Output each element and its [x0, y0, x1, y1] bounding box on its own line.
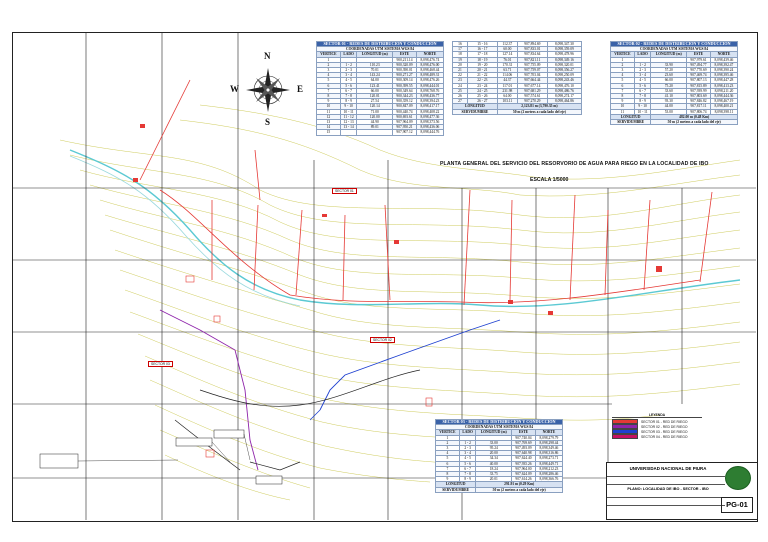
table-cell: 13 - 14 [340, 125, 357, 130]
table-cell: 7 - 8 [634, 94, 651, 99]
table-cell: 8 - 9 [459, 477, 476, 482]
table-cell: 6 - 7 [459, 466, 476, 471]
sector2-tag: SECTOR 02 [370, 337, 395, 343]
table-cell: 8,098,349.46 [535, 446, 562, 451]
table-cell: 907,979.61 [687, 57, 711, 62]
table-cell: 907,807.13 [687, 78, 711, 83]
table-cell: 34.34 [476, 456, 512, 461]
table-subheader: COORDENADAS UTM SISTEMA WGS 84 [436, 425, 563, 430]
table-cell: 8,098,320.01 [547, 62, 581, 67]
table-cell: 12 [317, 114, 341, 119]
table-cell: 2 [611, 62, 635, 67]
table-cell: 95.24 [476, 446, 512, 451]
table-cell: 8,098,464.86 [547, 99, 581, 104]
table-cell: 18 - 19 [467, 57, 497, 62]
longitud-label: LONGITUD [611, 114, 651, 119]
table-cell: 8 [611, 94, 635, 99]
table-cell: 13 [317, 120, 341, 125]
table-cell: 3 [611, 68, 635, 73]
table-cell: 26 - 27 [467, 99, 497, 104]
table-cell: 907,493.09 [512, 446, 536, 451]
legend-label: SECTOR 02 - RED DE RIEGO [641, 424, 688, 429]
table-cell: 1 - 2 [459, 440, 476, 445]
table-cell: 8,098,476.26 [416, 78, 443, 83]
table-cell: 907,270.29 [517, 99, 547, 104]
divider [607, 505, 725, 506]
table-cell: 71.00 [357, 109, 393, 114]
table-cell: 23 - 24 [467, 83, 497, 88]
table-cell: 8,098,467.19 [710, 99, 737, 104]
table-cell: 2 - 3 [340, 68, 357, 73]
table-cell: 53.00 [651, 109, 687, 114]
table-cell: 11 [611, 109, 635, 114]
table-cell: 2 [317, 62, 341, 67]
sector3-coordinates-table [435, 419, 563, 493]
servidumbre-value: 50 m (2 metros a cada lado del eje) [476, 487, 563, 492]
table-cell [340, 130, 357, 135]
table-cell: 21 [453, 68, 468, 73]
table-cell: 4 - 5 [340, 78, 357, 83]
table-cell: 900,693.61 [393, 114, 417, 119]
table-cell: 8,098,449.71 [535, 461, 562, 466]
table-cell: 12 - 13 [340, 120, 357, 125]
table-cell: 123.41 [357, 83, 393, 88]
table-cell: 907,935.26 [512, 461, 536, 466]
table-cell: 6 - 7 [634, 88, 651, 93]
table-cell: 11 - 12 [340, 114, 357, 119]
table-cell: 8,098,768.76 [416, 88, 443, 93]
divider [607, 497, 725, 498]
table-cell: 21 - 22 [467, 73, 497, 78]
table-cell: 8,098,279.79 [535, 435, 562, 440]
table-cell: 66.00 [357, 88, 393, 93]
table-cell: 8,098,298.44 [535, 440, 562, 445]
table-cell: 23 [453, 78, 468, 83]
table-cell: 33.90 [651, 62, 687, 67]
table-cell: 26 [453, 94, 468, 99]
table-cell: 66.00 [651, 78, 687, 83]
table-cell: 907,614.26 [512, 477, 536, 482]
table-cell: 8 [317, 94, 341, 99]
table-cell: 8,098,444.01 [416, 83, 443, 88]
table-cell: 20 [453, 62, 468, 67]
servidumbre-value: 50 m (2 metros a cada lado del eje) [651, 120, 738, 125]
table-cell: 8,098,390.24 [710, 68, 737, 73]
table-cell: 20.00 [476, 451, 512, 456]
table-cell: 8,098,356.27 [547, 68, 581, 73]
table-cell: 8,098,478.96 [547, 52, 581, 57]
table-cell: 8,098,417.17 [416, 104, 443, 109]
table-cell: 5 [436, 456, 460, 461]
table-cell: 1 - 2 [340, 62, 357, 67]
table-cell: 8 - 9 [634, 99, 651, 104]
sector3-branch [310, 410, 320, 420]
table-cell: 64.00 [357, 78, 393, 83]
column-header: LONGITUD (m) [357, 52, 393, 57]
sector1-tag: SECTOR 01 [332, 188, 357, 194]
table-cell: 19 - 20 [467, 62, 497, 67]
table-cell: 907,469.74 [687, 73, 711, 78]
plan-scale: ESCALA 1/5000 [530, 177, 569, 183]
river-bank [70, 156, 300, 306]
table-cell: 8,098,373.56 [416, 120, 443, 125]
table-cell: 9 [436, 477, 460, 482]
table-cell: 8,098,273.71 [535, 456, 562, 461]
column-header: VERTICE [611, 52, 635, 57]
table-cell: 8,098,398.11 [710, 109, 737, 114]
table-cell: 907,769.69 [512, 440, 536, 445]
table-cell [357, 130, 393, 135]
table-cell: 2 - 3 [634, 68, 651, 73]
table-cell: 900,344.23 [393, 94, 417, 99]
table-cell: 170.31 [497, 62, 517, 67]
organization-seal [725, 466, 751, 490]
sector2-coordinates-table [610, 41, 738, 125]
table-cell: 2 - 3 [459, 446, 476, 451]
compass-west-label: W [230, 84, 239, 94]
table-cell: 5 [611, 78, 635, 83]
table-cell: 9 [317, 99, 341, 104]
table-cell: 110.23 [357, 62, 393, 67]
table-cell: 18.24 [476, 466, 512, 471]
table-cell: 907,950.21 [393, 125, 417, 130]
table-cell: 89.01 [357, 125, 393, 130]
table-cell: 8,098,413.23 [710, 83, 737, 88]
table-cell: 3 [436, 446, 460, 451]
access-roads [175, 370, 420, 470]
column-header: NORTE [535, 430, 562, 435]
table-cell: 8,098,395.46 [710, 73, 737, 78]
table-cell: 900,309.14 [393, 78, 417, 83]
table-cell: 70.01 [357, 68, 393, 73]
servidumbre-value: 50 m (2 metros a cada lado del eje) [497, 109, 581, 114]
compass-north-label: N [264, 51, 271, 61]
table-cell: 8,098,468.44 [416, 68, 443, 73]
table-cell: 15 - 16 [467, 42, 497, 47]
table-cell: 24 [453, 83, 468, 88]
table-cell: 907,664.44 [517, 78, 547, 83]
table-subheader: COORDENADAS UTM SISTEMA WGS 84 [611, 47, 738, 52]
table-cell: 64.00 [497, 94, 517, 99]
servidumbre-label: SERVIDUMBRE [611, 120, 651, 125]
table-cell: 5 - 6 [459, 461, 476, 466]
north-arrow [246, 68, 290, 112]
table-cell: 8,098,444.76 [416, 130, 443, 135]
table-cell: 4 [436, 451, 460, 456]
table-cell: 2 [436, 440, 460, 445]
table-cell: 120.01 [357, 94, 393, 99]
sheet-code: PG-01 [721, 497, 753, 513]
organization-name: UNIVERSIDAD NACIONAL DE PIURA [629, 466, 707, 471]
table-cell: 33.00 [476, 440, 512, 445]
table-cell: 16 [453, 42, 468, 47]
column-header: LADO [634, 52, 651, 57]
column-header: VERTICE [317, 52, 341, 57]
table-cell: 44.37 [497, 78, 517, 83]
table-cell: 7 - 8 [340, 94, 357, 99]
table-cell: 8,098,359.09 [547, 47, 581, 52]
table-cell: 8,098,476.00 [416, 62, 443, 67]
table-cell: 8,098,349.16 [547, 57, 581, 62]
table-cell: 900,399.55 [393, 83, 417, 88]
table-title: SECTOR 03 - REDES DE DISTRIBUCION Y CONDUCCION [436, 420, 563, 425]
table-cell: 27 [453, 99, 468, 104]
title-block [606, 462, 758, 520]
table-cell: 16 - 17 [467, 47, 497, 52]
table-cell: 60.00 [497, 47, 517, 52]
column-header: LONGITUD (m) [651, 52, 687, 57]
table-cell: 8,098,286.46 [535, 472, 562, 477]
table-cell: 900,271.27 [393, 73, 417, 78]
legend-label: SECTOR 01 - RED DE RIEGO [641, 419, 688, 424]
table-cell: 9 - 10 [340, 104, 357, 109]
table-cell: 907,817.11 [687, 104, 711, 109]
table-cell: 907,939.99 [687, 88, 711, 93]
table-cell: 10 - 11 [340, 109, 357, 114]
legend-label: SECTOR 03 - RED DE RIEGO [641, 429, 688, 434]
table-cell: 10 [317, 104, 341, 109]
table-cell: 8,098,436.06 [416, 125, 443, 130]
table-cell: 8,098,211.20 [710, 88, 737, 93]
table-cell: 6 [436, 461, 460, 466]
table-cell: 20.01 [476, 477, 512, 482]
table-cell: 907,834.64 [517, 52, 547, 57]
map-legend [612, 413, 702, 439]
sector1-coordinates-table [316, 41, 444, 136]
table-title: SECTOR 02 - REDES DE DISTRIBUCION Y CONDUCCION [611, 42, 738, 47]
table-cell: 907,894.69 [517, 42, 547, 47]
table-cell: 907,770.69 [687, 68, 711, 73]
table-cell: 33.60 [651, 88, 687, 93]
table-cell: 93.30 [651, 99, 687, 104]
table-cell: 8,098,366.76 [535, 477, 562, 482]
longitud-value: 2,123.81 m (3,790.35 m) [497, 104, 581, 109]
table-cell: 900,359.12 [393, 99, 417, 104]
table-cell: 907,681.29 [517, 88, 547, 93]
table-cell: 7 [317, 88, 341, 93]
table-cell: 75.20 [651, 83, 687, 88]
table-cell: 907,815.89 [687, 83, 711, 88]
column-header: NORTE [416, 52, 443, 57]
table-cell: 22 - 23 [467, 78, 497, 83]
legend-item [612, 434, 702, 439]
column-header: ESTE [512, 430, 536, 435]
table-subheader: COORDENADAS UTM SISTEMA WGS 84 [317, 47, 444, 52]
table-cell: 11 [317, 109, 341, 114]
divider [607, 476, 725, 477]
table-cell: 907,677.14 [517, 83, 547, 88]
table-cell: 900,847.09 [393, 104, 417, 109]
table-cell: 8,098,392.47 [710, 62, 737, 67]
table-cell: 4 - 5 [634, 78, 651, 83]
table-cell: 907,759.07 [517, 68, 547, 73]
legend-label: SECTOR 04 - RED DE RIEGO [641, 434, 688, 439]
table-cell: 8,098,408.22 [416, 109, 443, 114]
table-cell: 8,098,489.31 [416, 73, 443, 78]
table-cell: 25 - 26 [467, 94, 497, 99]
table-cell: 8,098,347.30 [547, 42, 581, 47]
table-cell: 1 - 2 [634, 62, 651, 67]
table-cell: 907,833.01 [517, 47, 547, 52]
column-header: LADO [459, 430, 476, 435]
table-cell: 907,846.82 [687, 99, 711, 104]
table-cell: 900,349.64 [393, 88, 417, 93]
table-cell: 8,098,476.10 [547, 83, 581, 88]
column-header: LONGITUD (m) [476, 430, 512, 435]
sector3-tag: SECTOR 03 [148, 361, 173, 367]
table-cell: 907,821.11 [517, 57, 547, 62]
table-cell: 5 - 6 [634, 83, 651, 88]
longitud-value: 291.91 m (0.29 Km) [476, 482, 563, 487]
longitud-label: LONGITUD [453, 104, 498, 109]
longitud-label: LONGITUD [436, 482, 476, 487]
table-cell: 19 [453, 57, 468, 62]
servidumbre-label: SERVIDUMBRE [436, 487, 476, 492]
table-cell: 907,964.09 [393, 120, 417, 125]
table-cell: 1 [317, 57, 341, 62]
detail-callouts [40, 430, 282, 484]
table-cell: 143.24 [357, 73, 393, 78]
table-cell: 1 [611, 57, 635, 62]
table-cell: 9 - 10 [634, 104, 651, 109]
table-cell: 8 [436, 472, 460, 477]
table-cell: 7 [611, 88, 635, 93]
table-cell: 8,098,250.09 [547, 73, 581, 78]
table-cell: 8,098,476.74 [416, 57, 443, 62]
table-cell: 8,098,274.17 [547, 94, 581, 99]
table-cell: 57.20 [651, 68, 687, 73]
table-cell: 23.60 [651, 73, 687, 78]
table-cell: 907,803.69 [687, 94, 711, 99]
sheet-subtitle: PLANO: LOCALIDAD DE IBO - SECTOR - IBO [627, 487, 709, 491]
legend-swatch [612, 434, 638, 439]
table-cell: 120.00 [357, 114, 393, 119]
table-cell: 7 [436, 466, 460, 471]
table-cell: 117.01 [497, 83, 517, 88]
table-cell: 8,098,447.28 [710, 78, 737, 83]
table-cell: 8,098,439.46 [710, 57, 737, 62]
table-cell: 18 [453, 52, 468, 57]
table-cell: 3 - 4 [340, 73, 357, 78]
table-cell: 63.71 [497, 68, 517, 73]
divider [607, 484, 725, 485]
table-cell: 33.75 [476, 472, 512, 477]
table-cell: 22 [453, 73, 468, 78]
servidumbre-label: SERVIDUMBRE [453, 109, 498, 114]
table-cell: 24 - 25 [467, 88, 497, 93]
table-cell: 1 [436, 435, 460, 440]
table-cell: 907,806.74 [687, 109, 711, 114]
table-cell: 27.54 [357, 99, 393, 104]
table-cell: 76.01 [497, 57, 517, 62]
table-cell: 4 [611, 73, 635, 78]
table-cell: 4 [317, 73, 341, 78]
table-cell: 10 [611, 104, 635, 109]
table-cell: 10 - 11 [634, 109, 651, 114]
table-cell: 907,703.04 [517, 73, 547, 78]
table-cell: 907,624.09 [512, 472, 536, 477]
table-cell: 907,624.40 [512, 456, 536, 461]
table-cell: 17 [453, 47, 468, 52]
table-cell: 8 - 9 [340, 99, 357, 104]
column-header: LADO [340, 52, 357, 57]
column-header: ESTE [393, 52, 417, 57]
table-cell: 907,574.61 [517, 94, 547, 99]
compass-south-label: S [265, 117, 271, 127]
table-cell: 900,440.74 [393, 109, 417, 114]
column-header: VERTICE [436, 430, 460, 435]
plan-title: PLANTA GENERAL DEL SERVICIO DEL RESORVORIO DE AGUA PARA RIEGO EN LA LOCALIDAD DE IBO [440, 161, 709, 167]
legend-title: LEYENDA [612, 413, 702, 418]
table-cell: 907,740.04 [512, 435, 536, 440]
table-row [317, 130, 444, 135]
table-cell: 907,640.98 [512, 451, 536, 456]
table-cell: 41.10 [651, 94, 687, 99]
table-cell: 8,098,477.36 [416, 114, 443, 119]
table-cell: 900,320.09 [393, 62, 417, 67]
longitud-value: 482.00 m (0.48 Km) [651, 114, 738, 119]
table-cell: 112.37 [497, 42, 517, 47]
sector3-network [320, 320, 500, 410]
table-cell: 8,098,444.36 [710, 94, 737, 99]
table-cell: 5 - 6 [340, 83, 357, 88]
table-cell: 8,098,394.23 [416, 99, 443, 104]
table-cell: 907,755.09 [517, 62, 547, 67]
table-cell: 8,098,400.21 [710, 104, 737, 109]
table-cell: 44.00 [651, 104, 687, 109]
column-header: NORTE [710, 52, 737, 57]
table-cell: 8,098,436.77 [416, 94, 443, 99]
table-cell: 900,390.01 [393, 68, 417, 73]
table-cell: 8,098,486.76 [547, 88, 581, 93]
table-cell: 6 [317, 83, 341, 88]
table-cell: 127.14 [497, 52, 517, 57]
table-cell: 231.98 [497, 88, 517, 93]
table-cell: 120.14 [357, 104, 393, 109]
sector1-coordinates-table-cont [452, 41, 582, 115]
table-cell: 20 - 21 [467, 68, 497, 73]
table-cell: 8,098,212.23 [535, 466, 562, 471]
table-cell: 5 [317, 78, 341, 83]
table-title: SECTOR 01 - REDES DE DISTRIBUCION Y CONDUCCION [317, 42, 444, 47]
table-cell: 907,494.77 [687, 62, 711, 67]
table-cell: 114.06 [497, 73, 517, 78]
table-cell: 7 - 8 [459, 472, 476, 477]
table-cell: 44.90 [357, 120, 393, 125]
table-cell: 8,098,316.86 [535, 451, 562, 456]
table-cell: 6 - 7 [340, 88, 357, 93]
table-cell: 4 - 5 [459, 456, 476, 461]
table-cell: 3 - 4 [634, 73, 651, 78]
table-cell: 14 [317, 125, 341, 130]
table-cell: 25 [453, 88, 468, 93]
table-cell: 3 [317, 68, 341, 73]
compass-east-label: E [297, 84, 304, 94]
table-cell: 17 - 18 [467, 52, 497, 57]
table-cell: 907,964.00 [512, 466, 536, 471]
table-cell: 907,907.12 [393, 130, 417, 135]
table-cell: 6 [611, 83, 635, 88]
table-cell: 3 - 4 [459, 451, 476, 456]
table-cell: 103.11 [497, 99, 517, 104]
table-cell: 15 [317, 130, 341, 135]
table-cell: 40.00 [476, 461, 512, 466]
table-cell: 8,098,243.46 [547, 78, 581, 83]
table-cell: 9 [611, 99, 635, 104]
table-cell: 900,211.14 [393, 57, 417, 62]
column-header: ESTE [687, 52, 711, 57]
